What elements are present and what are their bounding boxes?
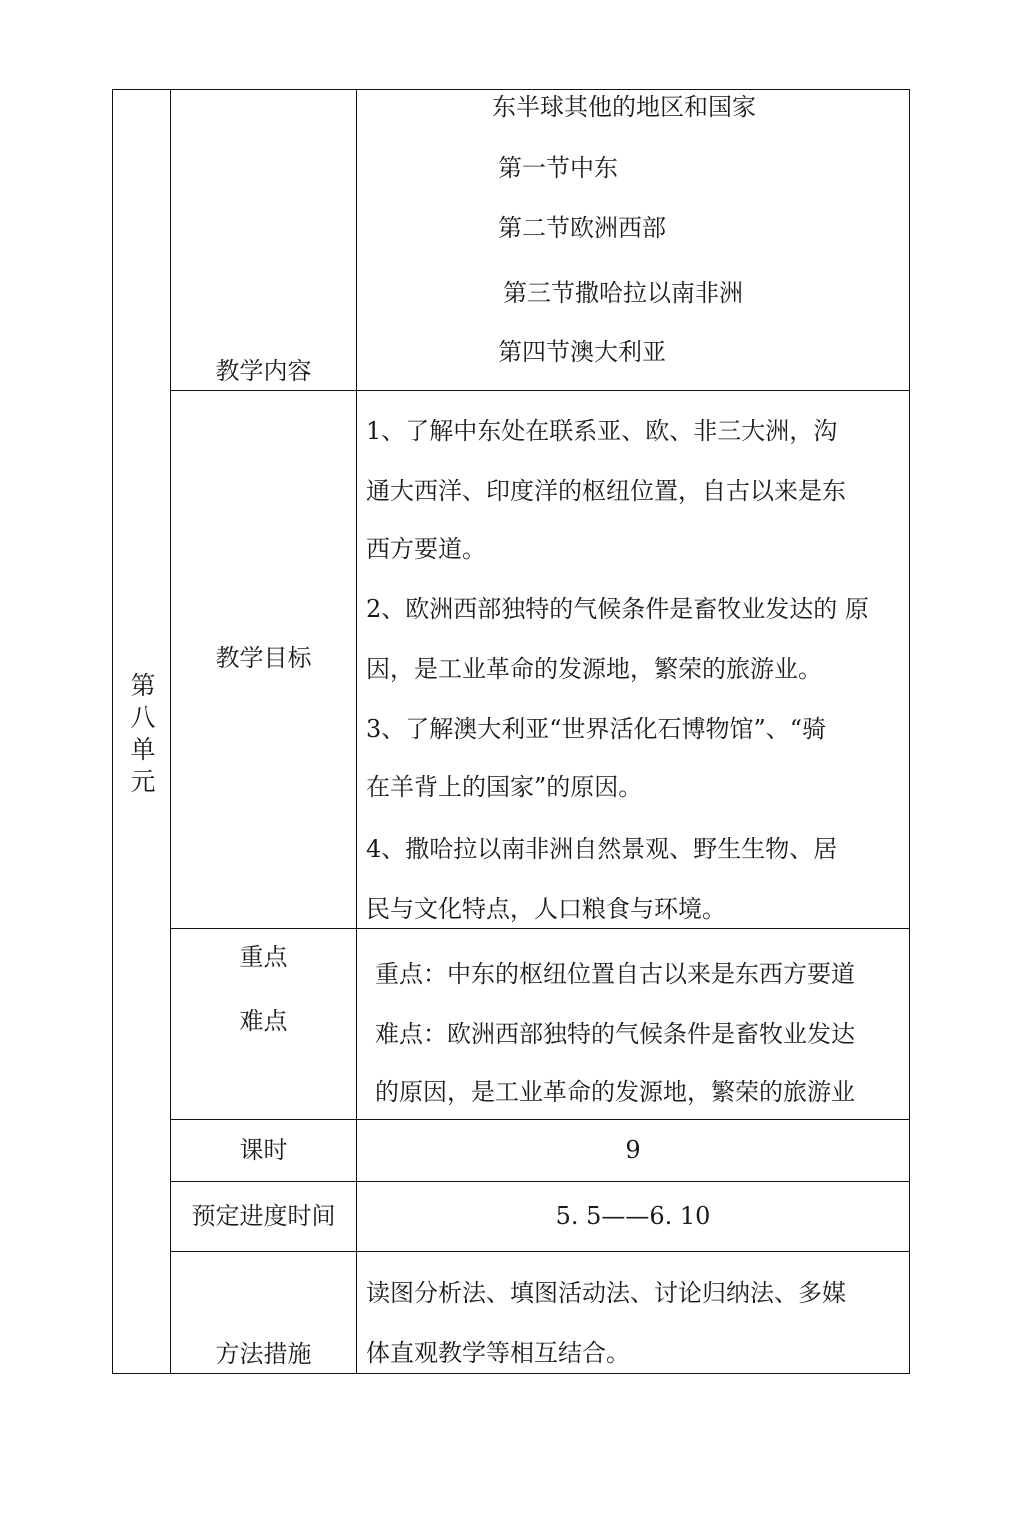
- goal-line: 民与文化特点，人口粮食与环境。: [366, 895, 726, 923]
- unit-char: 第: [130, 671, 156, 700]
- content-title: 东半球其他的地区和国家: [492, 93, 756, 121]
- key-points-line: 的原因，是工业革命的发源地，繁荣的旅游业: [375, 1078, 855, 1106]
- goal-line: 1、了解中东处在联系亚、欧、非三大洲，沟: [366, 417, 838, 445]
- unit-char: 八: [130, 703, 156, 732]
- row-divider-2: [170, 928, 910, 929]
- content-section: 第三节撒哈拉以南非洲: [503, 279, 743, 307]
- hours-label: 课时: [239, 1136, 288, 1164]
- table-border-bottom: [112, 1373, 910, 1374]
- content-section: 第一节中东: [498, 154, 618, 182]
- hours-value: 9: [625, 1136, 641, 1164]
- content-section: 第四节澳大利亚: [498, 338, 666, 366]
- goals-label: 教学目标: [215, 644, 312, 672]
- schedule-value: 5. 5——6. 10: [555, 1202, 711, 1230]
- key-points-line: 难点：欧洲西部独特的气候条件是畜牧业发达: [375, 1020, 855, 1048]
- key-points-line: 重点：中东的枢纽位置自古以来是东西方要道: [375, 960, 855, 988]
- unit-char: 单: [130, 735, 156, 764]
- row-divider-4: [170, 1181, 910, 1182]
- goal-line: 西方要道。: [366, 535, 486, 563]
- goal-line: 4、撒哈拉以南非洲自然景观、野生生物、居: [366, 835, 838, 863]
- table-border-left: [112, 89, 113, 1374]
- table-border-top: [112, 89, 910, 90]
- row-divider-1: [170, 390, 910, 391]
- schedule-label: 预定进度时间: [191, 1202, 336, 1230]
- row-divider-3: [170, 1119, 910, 1120]
- methods-label: 方法措施: [215, 1340, 312, 1368]
- key-points-label: 重点: [239, 943, 288, 971]
- unit-char: 元: [130, 767, 156, 796]
- row-divider-5: [170, 1251, 910, 1252]
- goal-line: 2、欧洲西部独特的气候条件是畜牧业发达的 原: [366, 595, 869, 623]
- goal-line: 在羊背上的国家”的原因。: [366, 773, 643, 801]
- goal-line: 3、了解澳大利亚“世界活化石博物馆”、“骑: [366, 715, 827, 743]
- goal-line: 因，是工业革命的发源地，繁荣的旅游业。: [366, 655, 822, 683]
- content-section: 第二节欧洲西部: [498, 214, 666, 242]
- difficult-points-label: 难点: [239, 1007, 288, 1035]
- methods-line: 读图分析法、填图活动法、讨论归纳法、多媒: [366, 1279, 846, 1307]
- goal-line: 通大西洋、印度洋的枢纽位置，自古以来是东: [366, 477, 846, 505]
- methods-line: 体直观教学等相互结合。: [366, 1339, 630, 1367]
- content-label: 教学内容: [215, 357, 312, 385]
